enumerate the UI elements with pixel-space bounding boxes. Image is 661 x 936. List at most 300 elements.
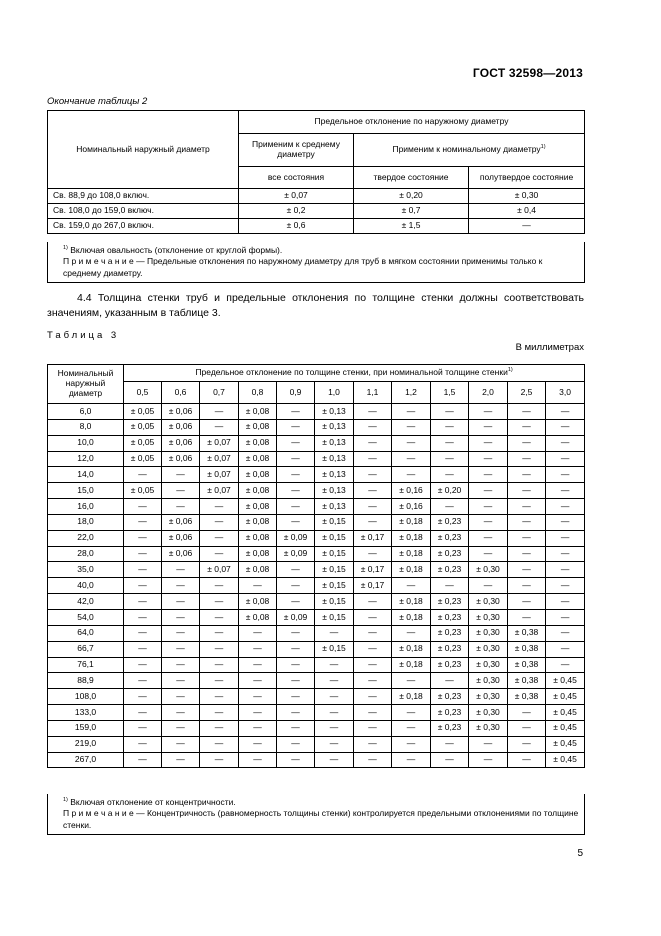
table-cell: ± 0,23 (431, 657, 469, 673)
table-cell: — (162, 641, 200, 657)
table-cell: — (162, 609, 200, 625)
table-cell: — (124, 720, 162, 736)
table-cell: — (392, 467, 431, 483)
table-row (48, 641, 585, 657)
table-cell: — (508, 705, 546, 721)
table-cell: — (277, 467, 315, 483)
table-cell: — (277, 720, 315, 736)
diameter-cell: 12,0 (48, 451, 124, 467)
table-cell: — (546, 530, 585, 546)
table-row (48, 483, 585, 499)
table-cell: — (200, 530, 239, 546)
table-cell: ± 0,05 (124, 451, 162, 467)
table-cell: — (354, 594, 392, 610)
table-row (48, 189, 585, 204)
table-cell: ± 0,05 (124, 419, 162, 435)
table-cell: — (354, 435, 392, 451)
thickness-header: 1,2 (392, 382, 431, 404)
table-cell: — (162, 657, 200, 673)
table-cell: — (431, 736, 469, 752)
table-row (48, 530, 585, 546)
table-cell: ± 0,2 (239, 204, 354, 219)
table3-footnote-text: Включая отклонение от концентричности. (70, 797, 236, 807)
table-cell: — (239, 689, 277, 705)
table-cell: — (508, 451, 546, 467)
table-cell: — (431, 578, 469, 594)
table-cell: ± 0,07 (200, 467, 239, 483)
table-cell: — (354, 736, 392, 752)
table-cell: ± 0,18 (392, 530, 431, 546)
table3-units: В миллиметрах (515, 342, 584, 353)
table-cell: ± 0,23 (431, 562, 469, 578)
table-cell: ± 1,5 (354, 219, 469, 234)
t2-col-group-header: Предельное отклонение по наружному диаметру (239, 111, 585, 134)
table-row (48, 499, 585, 515)
table-cell: ± 0,30 (469, 720, 508, 736)
table-cell: — (162, 736, 200, 752)
t3-col-group-text: Предельное отклонение по толщине стенки, при номинальной толщине стенки (195, 367, 508, 378)
table-cell: — (162, 594, 200, 610)
diameter-cell: 54,0 (48, 609, 124, 625)
table3-label: Таблица 3 (47, 330, 120, 341)
table-cell: ± 0,09 (277, 609, 315, 625)
table-cell: — (354, 514, 392, 530)
table-cell: ± 0,16 (392, 499, 431, 515)
table-cell: ± 0,30 (469, 594, 508, 610)
table-cell: ± 0,30 (469, 641, 508, 657)
table-cell: ± 0,30 (469, 657, 508, 673)
table-cell: — (277, 594, 315, 610)
table-cell: — (546, 625, 585, 641)
table-row (48, 657, 585, 673)
table-cell: — (124, 641, 162, 657)
table-cell: ± 0,05 (124, 483, 162, 499)
table-cell: — (546, 594, 585, 610)
table-cell: ± 0,30 (469, 562, 508, 578)
section-4-4-paragraph (47, 291, 584, 321)
diameter-cell: 66,7 (48, 641, 124, 657)
table-cell: — (354, 689, 392, 705)
table-cell: — (277, 435, 315, 451)
footnote-mark: 1) (507, 367, 513, 374)
table-cell: ± 0,07 (200, 483, 239, 499)
table-cell: — (277, 657, 315, 673)
table-cell: — (392, 720, 431, 736)
table-cell: ± 0,16 (392, 483, 431, 499)
table2-footnote-text: Включая овальность (отклонение от круглой формы). (70, 245, 283, 255)
table-cell: ± 0,18 (392, 594, 431, 610)
table-cell: — (200, 720, 239, 736)
table-cell: — (315, 657, 354, 673)
footnote-mark: 1) (63, 797, 68, 804)
table-cell: — (508, 467, 546, 483)
diameter-cell: 35,0 (48, 562, 124, 578)
table-row (48, 673, 585, 689)
table-cell: — (200, 578, 239, 594)
table-cell: ± 0,13 (315, 419, 354, 435)
t2-row-label: Св. 159,0 до 267,0 включ. (48, 219, 239, 234)
table-cell: — (239, 720, 277, 736)
table-cell: ± 0,15 (315, 641, 354, 657)
table-3 (47, 364, 585, 768)
table-cell: ± 0,18 (392, 562, 431, 578)
table-cell: — (124, 609, 162, 625)
table-cell: — (239, 752, 277, 768)
table-cell: ± 0,13 (315, 451, 354, 467)
table-cell: — (162, 625, 200, 641)
table-cell: — (469, 514, 508, 530)
table-cell: — (354, 720, 392, 736)
table-cell: — (546, 609, 585, 625)
table-cell: — (315, 625, 354, 641)
table-cell: ± 0,20 (431, 483, 469, 499)
table-cell: — (546, 578, 585, 594)
table-cell: ± 0,08 (239, 514, 277, 530)
table-cell: ± 0,07 (200, 435, 239, 451)
table-cell: — (239, 625, 277, 641)
table-cell: — (239, 657, 277, 673)
page-number: 5 (577, 848, 583, 859)
table-cell: — (508, 578, 546, 594)
diameter-cell: 8,0 (48, 419, 124, 435)
table-cell: ± 0,18 (392, 609, 431, 625)
table2-caption: Окончание таблицы 2 (47, 96, 148, 107)
table-row (48, 578, 585, 594)
table-row (48, 451, 585, 467)
table-cell: — (200, 514, 239, 530)
table-cell: — (200, 752, 239, 768)
table-cell: ± 0,07 (239, 189, 354, 204)
table-cell: — (200, 736, 239, 752)
table-cell: — (431, 673, 469, 689)
table-cell: — (508, 736, 546, 752)
diameter-cell: 22,0 (48, 530, 124, 546)
table-cell: — (392, 451, 431, 467)
thickness-header: 0,6 (162, 382, 200, 404)
table-cell: — (277, 736, 315, 752)
table-cell: — (315, 752, 354, 768)
table-cell: — (354, 752, 392, 768)
table-cell: ± 0,18 (392, 641, 431, 657)
t2-sub-half: полутвердое состояние (469, 167, 585, 189)
table-cell: — (431, 419, 469, 435)
table-cell: — (277, 689, 315, 705)
diameter-cell: 108,0 (48, 689, 124, 705)
table-cell: — (354, 609, 392, 625)
table-cell: — (431, 752, 469, 768)
t2-row-label: Св. 108,0 до 159,0 включ. (48, 204, 239, 219)
table-cell: — (200, 594, 239, 610)
table-cell: — (315, 673, 354, 689)
table-cell: ± 0,45 (546, 689, 585, 705)
table-cell: — (546, 562, 585, 578)
table-cell: ± 0,30 (469, 673, 508, 689)
table-cell: ± 0,06 (162, 419, 200, 435)
table-cell: — (200, 546, 239, 562)
table-cell: ± 0,08 (239, 594, 277, 610)
table-cell: — (277, 419, 315, 435)
table-cell: ± 0,30 (469, 189, 585, 204)
table-row (48, 625, 585, 641)
table-cell: ± 0,30 (469, 625, 508, 641)
table-row (48, 594, 585, 610)
table-cell: ± 0,30 (469, 689, 508, 705)
table-cell: — (162, 499, 200, 515)
thickness-header: 2,5 (508, 382, 546, 404)
table-cell: — (239, 705, 277, 721)
table-cell: — (508, 720, 546, 736)
table-row (48, 219, 585, 234)
diameter-cell: 28,0 (48, 546, 124, 562)
table-cell: ± 0,15 (315, 546, 354, 562)
table-cell: — (431, 451, 469, 467)
table3-note: П р и м е ч а н и е — Концентричность (равномерность толщины стенки) контролируется предельными отклонениями по толщине стенки. (63, 808, 579, 830)
t2-col-nominal-applied-text: Применим к номинальному диаметру (392, 144, 541, 155)
table-cell: — (508, 752, 546, 768)
diameter-cell: 88,9 (48, 673, 124, 689)
table-cell: ± 0,45 (546, 705, 585, 721)
table-cell: ± 0,38 (508, 641, 546, 657)
table-cell: — (124, 530, 162, 546)
table-row (48, 736, 585, 752)
table-cell: — (277, 514, 315, 530)
table-cell: ± 0,23 (431, 609, 469, 625)
table-cell: — (508, 435, 546, 451)
table-cell: — (124, 514, 162, 530)
thickness-header: 1,5 (431, 382, 469, 404)
table-cell: — (239, 641, 277, 657)
table-row (48, 609, 585, 625)
table-cell: ± 0,15 (315, 609, 354, 625)
table-cell: — (200, 609, 239, 625)
table-cell: — (162, 705, 200, 721)
table-cell: — (200, 689, 239, 705)
table-cell: ± 0,05 (124, 435, 162, 451)
t2-col-nominal-header: Номинальный наружный диаметр (48, 111, 239, 189)
table-cell: ± 0,08 (239, 562, 277, 578)
diameter-cell: 64,0 (48, 625, 124, 641)
diameter-cell: 14,0 (48, 467, 124, 483)
footnote-mark: 1) (63, 245, 68, 252)
table-cell: — (546, 483, 585, 499)
table-cell: — (239, 673, 277, 689)
table-cell: — (392, 419, 431, 435)
table-cell: ± 0,08 (239, 499, 277, 515)
t3-col-nominal-header: Номинальный наружный диаметр (48, 365, 124, 404)
table-cell: ± 0,08 (239, 546, 277, 562)
paragraph-text: 4.4 Толщина стенки труб и предельные отклонения по толщине стенки должны соответствовать значениям, указанным в таблице 3. (47, 292, 584, 320)
table-cell: ± 0,18 (392, 514, 431, 530)
table-cell: ± 0,23 (431, 594, 469, 610)
table-cell: — (469, 736, 508, 752)
table-row (48, 752, 585, 768)
table-cell: — (469, 467, 508, 483)
table-cell: — (431, 404, 469, 420)
table-cell: — (469, 404, 508, 420)
table-cell: — (354, 404, 392, 420)
table-cell: — (162, 483, 200, 499)
table-cell: — (508, 546, 546, 562)
diameter-cell: 40,0 (48, 578, 124, 594)
table-cell: — (354, 657, 392, 673)
thickness-header: 0,5 (124, 382, 162, 404)
table3-footnote (55, 797, 579, 808)
table-cell: — (354, 546, 392, 562)
table-cell: ± 0,08 (239, 609, 277, 625)
table-cell: — (354, 451, 392, 467)
table-cell: ± 0,38 (508, 625, 546, 641)
table-cell: ± 0,23 (431, 514, 469, 530)
table-cell: — (124, 673, 162, 689)
table-cell: — (546, 404, 585, 420)
thickness-header: 3,0 (546, 382, 585, 404)
table-cell: — (124, 578, 162, 594)
table-cell: — (508, 483, 546, 499)
table-cell: — (277, 673, 315, 689)
table-cell: — (431, 435, 469, 451)
table-cell: — (124, 657, 162, 673)
table-cell: ± 0,18 (392, 657, 431, 673)
t2-row-label: Св. 88,9 до 108,0 включ. (48, 189, 239, 204)
table-cell: ± 0,06 (162, 451, 200, 467)
table-cell: — (124, 689, 162, 705)
table-cell: ± 0,07 (200, 562, 239, 578)
table-cell: ± 0,08 (239, 419, 277, 435)
table-cell: ± 0,08 (239, 483, 277, 499)
table-cell: — (200, 625, 239, 641)
table-cell: ± 0,23 (431, 641, 469, 657)
table-cell: ± 0,06 (162, 530, 200, 546)
table-cell: — (392, 578, 431, 594)
table-cell: — (354, 483, 392, 499)
table-cell: — (392, 673, 431, 689)
table-cell: — (546, 499, 585, 515)
table-cell: — (392, 705, 431, 721)
table-cell: — (277, 483, 315, 499)
table-cell: — (124, 594, 162, 610)
diameter-cell: 267,0 (48, 752, 124, 768)
table-cell: ± 0,23 (431, 625, 469, 641)
thickness-header: 1,1 (354, 382, 392, 404)
table-cell: — (354, 673, 392, 689)
table-cell: — (546, 657, 585, 673)
table-cell: — (124, 499, 162, 515)
table-cell: ± 0,45 (546, 720, 585, 736)
table-cell: — (200, 657, 239, 673)
thickness-header: 0,7 (200, 382, 239, 404)
t2-col-mean-header: Применим к среднему диаметру (239, 134, 354, 167)
table-cell: ± 0,06 (162, 404, 200, 420)
table-row (48, 720, 585, 736)
table-cell: — (354, 705, 392, 721)
table-cell: ± 0,05 (124, 404, 162, 420)
table-2 (47, 110, 585, 234)
table-row (48, 435, 585, 451)
t3-col-group-header (124, 365, 585, 382)
table-cell: — (508, 609, 546, 625)
table-cell: — (546, 546, 585, 562)
table-cell: ± 0,13 (315, 499, 354, 515)
table-cell: ± 0,06 (162, 435, 200, 451)
table-cell: — (162, 752, 200, 768)
diameter-cell: 219,0 (48, 736, 124, 752)
table-cell: — (469, 419, 508, 435)
table-cell: ± 0,09 (277, 530, 315, 546)
table-cell: ± 0,17 (354, 530, 392, 546)
table-cell: — (469, 219, 585, 234)
table-cell: ± 0,30 (469, 705, 508, 721)
table-cell: — (508, 419, 546, 435)
table-cell: — (354, 641, 392, 657)
table-cell: — (124, 562, 162, 578)
table-cell: ± 0,45 (546, 736, 585, 752)
footnote-mark: 1) (540, 144, 546, 151)
thickness-header: 2,0 (469, 382, 508, 404)
table-cell: ± 0,08 (239, 435, 277, 451)
table-cell: — (469, 451, 508, 467)
table-cell: ± 0,23 (431, 530, 469, 546)
table-cell: — (431, 467, 469, 483)
table-cell: ± 0,4 (469, 204, 585, 219)
table-row (48, 546, 585, 562)
table-cell: — (200, 419, 239, 435)
table-cell: — (469, 499, 508, 515)
table-cell: — (277, 404, 315, 420)
table-row (48, 514, 585, 530)
thickness-header: 0,9 (277, 382, 315, 404)
table2-footnote (55, 245, 579, 256)
table-cell: ± 0,07 (200, 451, 239, 467)
table3-notes (47, 794, 585, 835)
table-cell: ± 0,13 (315, 467, 354, 483)
standard-number: ГОСТ 32598—2013 (472, 66, 583, 80)
table-row (48, 689, 585, 705)
table-cell: — (508, 499, 546, 515)
table-cell: ± 0,15 (315, 594, 354, 610)
table-cell: ± 0,20 (354, 189, 469, 204)
table-cell: ± 0,09 (277, 546, 315, 562)
table-cell: ± 0,38 (508, 657, 546, 673)
table-row (48, 419, 585, 435)
table2-note: П р и м е ч а н и е — Предельные отклонения по наружному диаметру для труб в мягком состоянии применимы только к среднему диаметру. (63, 256, 543, 278)
table-cell: — (546, 467, 585, 483)
table-cell: — (469, 483, 508, 499)
table-cell: — (277, 705, 315, 721)
table-cell: — (200, 499, 239, 515)
diameter-cell: 6,0 (48, 404, 124, 420)
table-cell: ± 0,17 (354, 578, 392, 594)
table-cell: — (469, 435, 508, 451)
table-cell: — (392, 736, 431, 752)
table-row (48, 467, 585, 483)
table-row (48, 204, 585, 219)
table-cell: ± 0,15 (315, 530, 354, 546)
table-cell: — (124, 752, 162, 768)
table-cell: — (546, 419, 585, 435)
table-cell: — (546, 435, 585, 451)
table-cell: — (508, 530, 546, 546)
table-cell: ± 0,06 (162, 514, 200, 530)
table-cell: — (277, 499, 315, 515)
table-cell: ± 0,23 (431, 720, 469, 736)
diameter-cell: 10,0 (48, 435, 124, 451)
table-cell: — (315, 705, 354, 721)
table2-notes (47, 242, 585, 283)
table-cell: — (315, 720, 354, 736)
table-cell: — (508, 404, 546, 420)
table-cell: ± 0,7 (354, 204, 469, 219)
table-cell: — (239, 578, 277, 594)
